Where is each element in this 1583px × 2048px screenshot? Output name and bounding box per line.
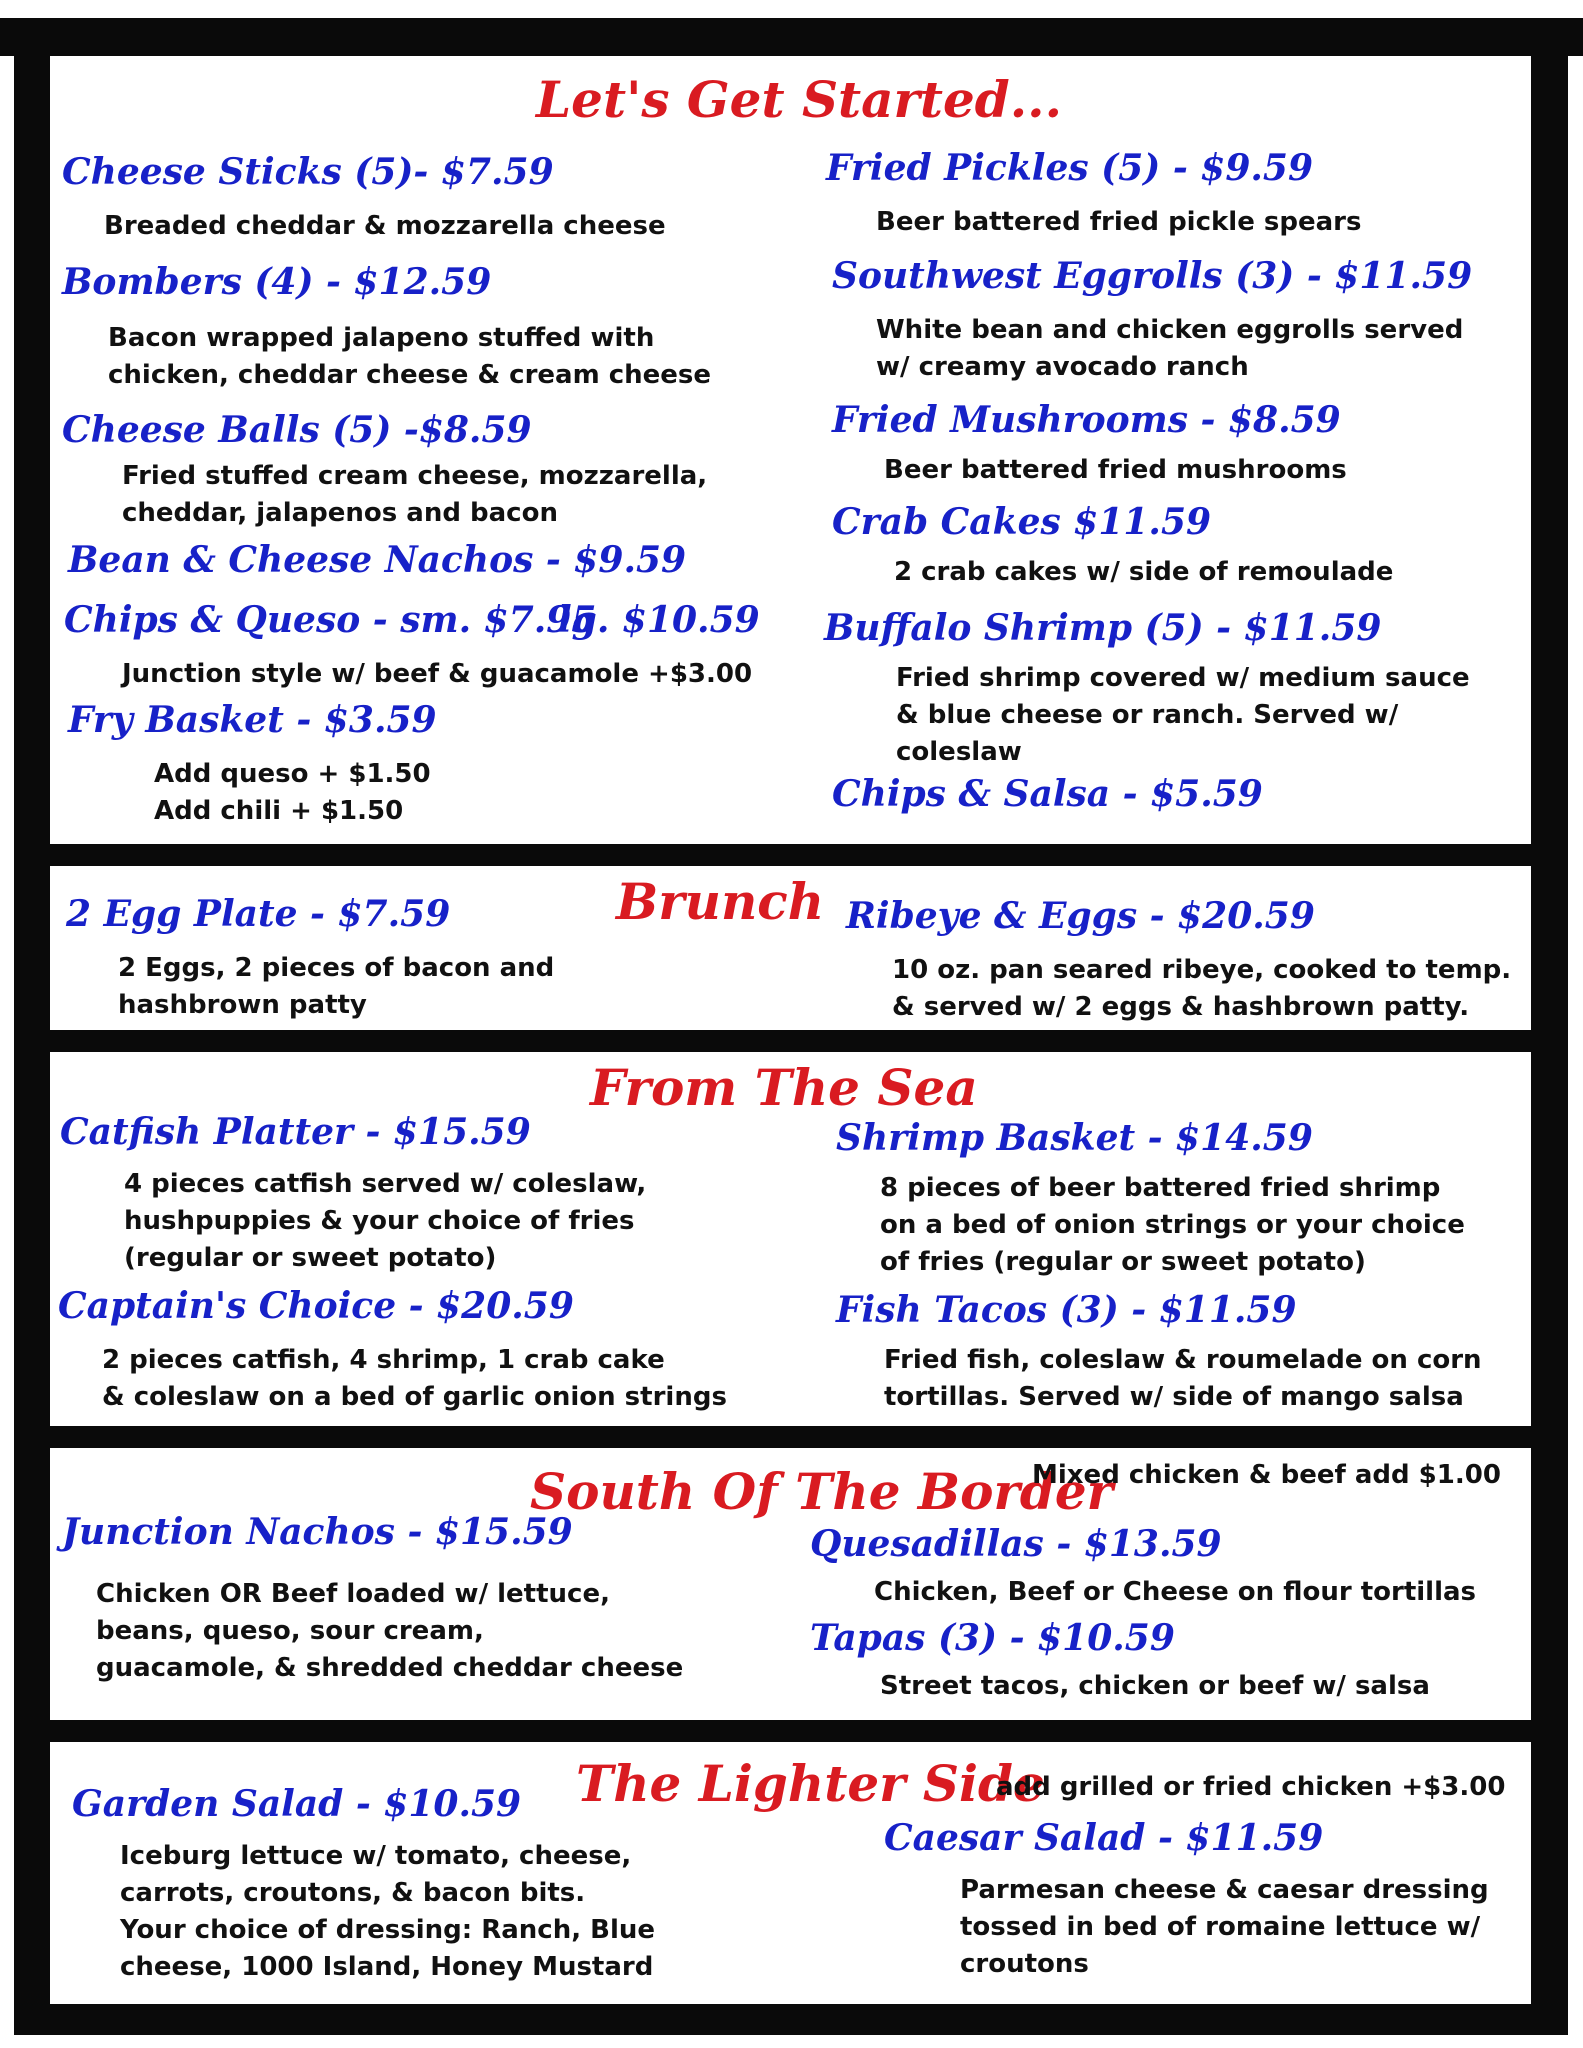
item-crab-cakes-desc [894,554,1393,591]
desc-line: Chicken OR Beef loaded w/ lettuce, [96,1579,610,1609]
desc-line: Breaded cheddar & mozzarella cheese [104,211,666,241]
panel-brunch [50,866,1531,1030]
desc-line: tortillas. Served w/ side of mango salsa [884,1382,1464,1412]
desc-line: White bean and chicken eggrolls served [876,315,1464,345]
panel-lighter [50,1742,1531,2004]
item-quesadillas-title: Quesadillas - $13.59 [810,1523,1222,1565]
border-note: Mixed chicken & beef add $1.00 [1032,1460,1501,1490]
desc-line: 10 oz. pan seared ribeye, cooked to temp. [892,955,1512,985]
section-title-sea: From The Sea [590,1058,978,1117]
desc-line: Street tacos, chicken or beef w/ salsa [880,1671,1430,1701]
item-captains-choice-title: Captain's Choice - $20.59 [58,1285,574,1327]
item-egg-plate-title: 2 Egg Plate - $7.59 [66,893,451,935]
item-sw-eggrolls-title: Southwest Eggrolls (3) - $11.59 [832,255,1473,297]
desc-line: & served w/ 2 eggs & hashbrown patty. [892,992,1470,1022]
desc-line: 2 Eggs, 2 pieces of bacon and [118,953,555,983]
item-tapas-title: Tapas (3) - $10.59 [810,1617,1175,1659]
desc-line: Fried stuffed cream cheese, mozzarella, [122,461,708,491]
desc-line: carrots, croutons, & bacon bits. [120,1878,586,1908]
desc-line: Beer battered fried pickle spears [876,207,1362,237]
desc-line: chicken, cheddar cheese & cream cheese [108,360,712,390]
item-fried-mushrooms-desc [884,452,1347,489]
desc-line: Beer battered fried mushrooms [884,455,1347,485]
item-tapas-desc [880,1668,1430,1705]
desc-line: cheddar, jalapenos and bacon [122,498,558,528]
desc-line: Fried fish, coleslaw & roumelade on corn [884,1345,1482,1375]
item-sw-eggrolls-desc [876,312,1463,386]
item-chips-queso-desc [122,656,752,693]
panel-border [50,1448,1531,1720]
desc-line: beans, queso, sour cream, [96,1616,484,1646]
section-title-border: South Of The Border [530,1462,1113,1521]
desc-line: Add chili + $1.50 [154,796,404,826]
lighter-note: add grilled or fried chicken +$3.00 [996,1772,1506,1802]
item-cheese-sticks-desc [104,208,666,245]
desc-line: 4 pieces catfish served w/ coleslaw, [124,1169,647,1199]
item-captains-choice-desc [102,1342,727,1416]
desc-line: (regular or sweet potato) [124,1243,497,1273]
item-fish-tacos-desc [884,1342,1482,1416]
desc-line: Bacon wrapped jalapeno stuffed with [108,323,655,353]
item-egg-plate-desc [118,950,554,1024]
item-garden-salad-title: Garden Salad - $10.59 [72,1783,522,1825]
desc-line: Fried shrimp covered w/ medium sauce [896,663,1470,693]
item-fry-basket-title: Fry Basket - $3.59 [68,699,437,741]
item-chips-queso-title: Chips & Queso - sm. $7.95 [64,599,597,641]
item-ribeye-eggs-desc [892,952,1511,1026]
section-title-starters: Let's Get Started... [536,70,1062,129]
section-title-lighter: The Lighter Side [576,1754,1045,1813]
item-junction-nachos-desc [96,1576,683,1687]
desc-line: Iceburg lettuce w/ tomato, cheese, [120,1841,632,1871]
item-caesar-salad-desc [960,1872,1489,1983]
desc-line: 2 crab cakes w/ side of remoulade [894,557,1394,587]
desc-line: Chicken, Beef or Cheese on flour tortillas [874,1577,1477,1607]
item-catfish-desc [124,1166,646,1277]
desc-line: hashbrown patty [118,990,367,1020]
item-fried-pickles-desc [876,204,1361,241]
item-junction-nachos-title: Junction Nachos - $15.59 [62,1511,573,1553]
desc-line: on a bed of onion strings or your choice [880,1210,1465,1240]
item-chips-salsa-title: Chips & Salsa - $5.59 [832,773,1263,815]
desc-line: croutons [960,1949,1089,1979]
desc-line: tossed in bed of romaine lettuce w/ [960,1912,1481,1942]
item-quesadillas-desc [874,1574,1476,1611]
section-title-brunch: Brunch [616,872,825,931]
desc-line: 8 pieces of beer battered fried shrimp [880,1173,1441,1203]
desc-line: & blue cheese or ranch. Served w/ [896,700,1399,730]
item-ribeye-eggs-title: Ribeye & Eggs - $20.59 [846,895,1315,937]
item-catfish-title: Catfish Platter - $15.59 [60,1111,531,1153]
item-fish-tacos-title: Fish Tacos (3) - $11.59 [836,1289,1297,1331]
desc-line: guacamole, & shredded cheddar cheese [96,1653,684,1683]
item-buffalo-shrimp-title: Buffalo Shrimp (5) - $11.59 [824,607,1382,649]
item-shrimp-basket-desc [880,1170,1465,1281]
item-cheese-balls-title: Cheese Balls (5) -$8.59 [62,409,532,451]
desc-line: coleslaw [896,737,1022,767]
item-fried-pickles-title: Fried Pickles (5) - $9.59 [826,147,1314,189]
item-garden-salad-desc [120,1838,655,1986]
item-caesar-salad-title: Caesar Salad - $11.59 [884,1817,1324,1859]
panel-starters [50,56,1531,844]
item-buffalo-shrimp-desc [896,660,1470,771]
desc-line: of fries (regular or sweet potato) [880,1247,1366,1277]
desc-line: & coleslaw on a bed of garlic onion strings [102,1382,727,1412]
desc-line: hushpuppies & your choice of fries [124,1206,635,1236]
desc-line: 2 pieces catfish, 4 shrimp, 1 crab cake [102,1345,665,1375]
item-fry-basket-desc [154,756,431,830]
panel-sea [50,1052,1531,1426]
item-cheese-balls-desc [122,458,707,532]
desc-line: w/ creamy avocado ranch [876,352,1249,382]
desc-line: Add queso + $1.50 [154,759,431,789]
item-bombers-desc [108,320,711,394]
desc-line: Parmesan cheese & caesar dressing [960,1875,1489,1905]
desc-line: Junction style w/ beef & guacamole +$3.00 [122,659,753,689]
item-fried-mushrooms-title: Fried Mushrooms - $8.59 [832,399,1341,441]
item-crab-cakes-title: Crab Cakes $11.59 [832,501,1212,543]
desc-line: cheese, 1000 Island, Honey Mustard [120,1952,654,1982]
item-bombers-title: Bombers (4) - $12.59 [62,261,492,303]
item-shrimp-basket-title: Shrimp Basket - $14.59 [836,1117,1313,1159]
desc-line: Your choice of dressing: Ranch, Blue [120,1915,656,1945]
item-bean-nachos-title: Bean & Cheese Nachos - $9.59 [68,539,687,581]
item-chips-queso-lg-price: lg. $10.59 [558,599,760,641]
item-cheese-sticks-title: Cheese Sticks (5)- $7.59 [62,151,554,193]
